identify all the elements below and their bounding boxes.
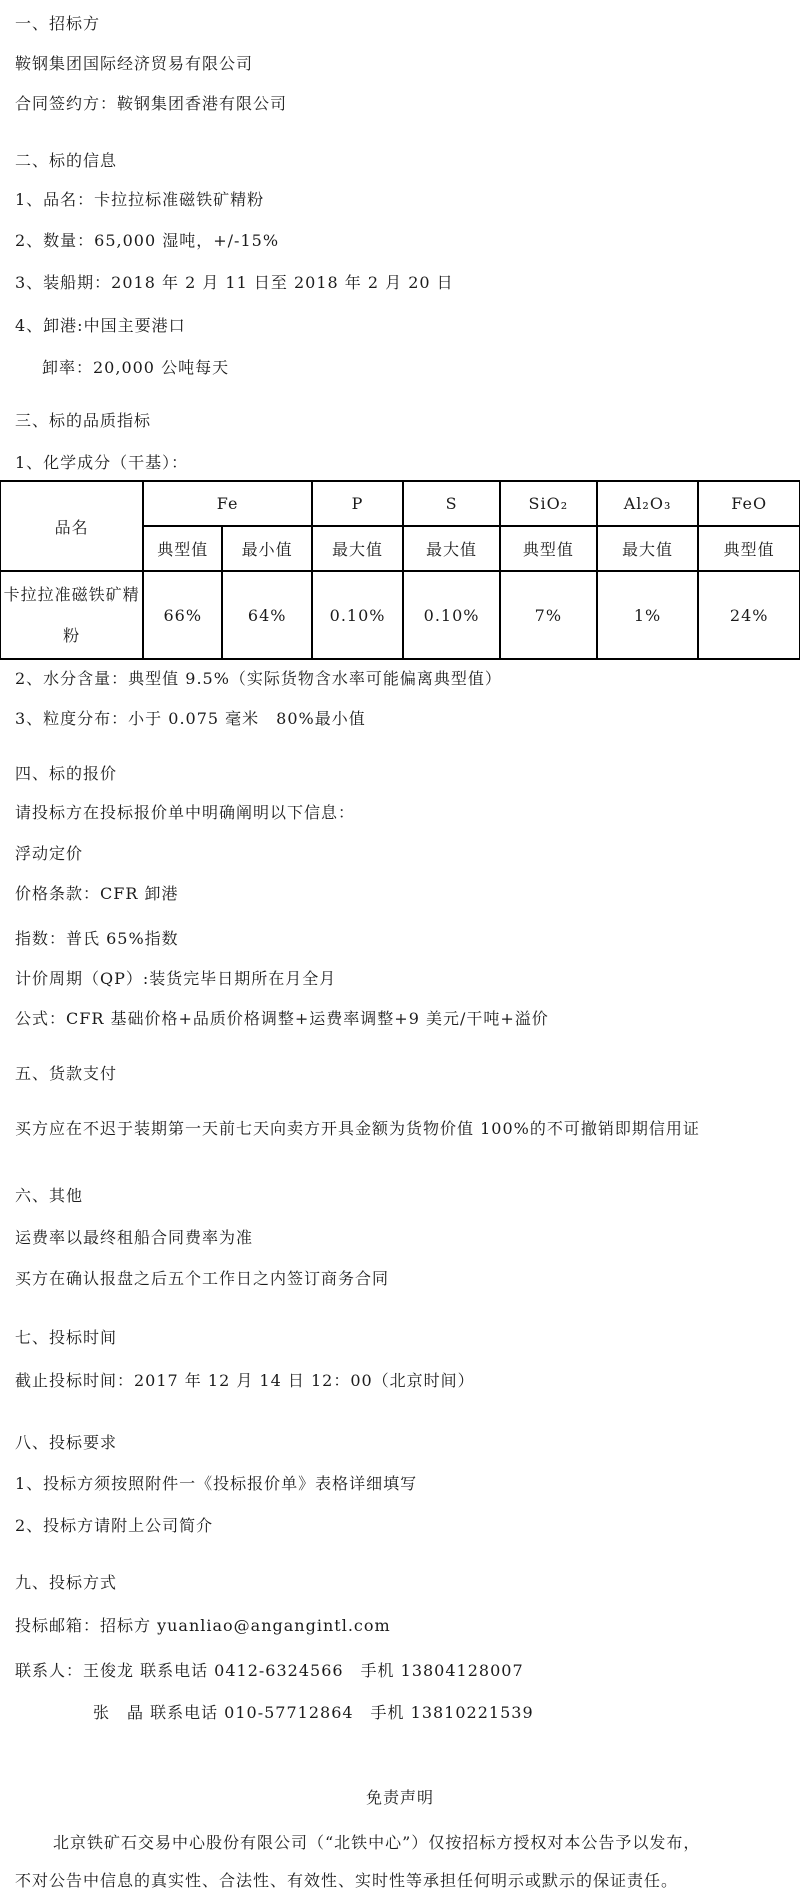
value-feo-typical: 24% <box>698 571 800 659</box>
sub-header-fe-min: 最小值 <box>222 526 312 571</box>
heading-bid-requirements: 八、投标要求 <box>15 1433 118 1452</box>
heading-bid-method: 九、投标方式 <box>15 1573 118 1592</box>
quotation-instruction: 请投标方在投标报价单中明确阐明以下信息： <box>15 803 356 822</box>
heading-tenderer: 一、招标方 <box>15 14 101 33</box>
sub-header-fe-typical: 典型值 <box>143 526 222 571</box>
heading-subject-info: 二、标的信息 <box>15 151 118 170</box>
contact-line-1: 联系人：王俊龙 联系电话 0412-6324566 手机 13804128007 <box>15 1661 524 1680</box>
bid-requirement-2: 2、投标方请附上公司简介 <box>15 1516 214 1535</box>
contact-line-2: 张 晶 联系电话 010-57712864 手机 13810221539 <box>93 1703 534 1722</box>
tenderer-name: 鞍钢集团国际经济贸易有限公司 <box>15 54 254 73</box>
disclaimer-line-1: 北京铁矿石交易中心股份有限公司（“北铁中心”）仅按招标方授权对本公告予以发布， <box>53 1833 701 1852</box>
chemical-composition-table <box>0 480 800 660</box>
value-p-max: 0.10% <box>312 571 403 659</box>
sub-header-feo-typical: 典型值 <box>698 526 800 571</box>
sub-header-s-max: 最大值 <box>403 526 500 571</box>
payment-terms-line: 买方应在不迟于装期第一天前七天向卖方开具金额为货物价值 100%的不可撤销即期信用证 <box>15 1119 700 1138</box>
discharge-port-line: 4、卸港:中国主要港口 <box>15 316 186 335</box>
value-sio2-typical: 7% <box>500 571 597 659</box>
value-s-max: 0.10% <box>403 571 500 659</box>
bid-deadline-line: 截止投标时间：2017 年 12 月 14 日 12：00（北京时间） <box>15 1371 475 1390</box>
price-formula-line: 公式：CFR 基础价格+品质价格调整+运费率调整+9 美元/干吨+溢价 <box>15 1009 549 1028</box>
moisture-content-line: 2、水分含量：典型值 9.5%（实际货物含水率可能偏离典型值） <box>15 669 502 688</box>
qp-period-line: 计价周期（QP）:装货完毕日期所在月全月 <box>15 969 337 988</box>
col-header-p: P <box>312 481 403 526</box>
col-header-fe: Fe <box>143 481 312 526</box>
price-terms-line: 价格条款：CFR 卸港 <box>15 884 179 903</box>
particle-size-line: 3、粒度分布：小于 0.075 毫米 80%最小值 <box>15 709 366 728</box>
heading-payment: 五、货款支付 <box>15 1064 118 1083</box>
quantity-line: 2、数量：65,000 湿吨，+/-15% <box>15 231 280 250</box>
disclaimer-title: 免责声明 <box>365 1788 434 1807</box>
heading-quality: 三、标的品质指标 <box>15 411 152 430</box>
contract-signing-note: 买方在确认报盘之后五个工作日之内签订商务合同 <box>15 1269 390 1288</box>
col-header-s: S <box>403 481 500 526</box>
disclaimer-line-2: 不对公告中信息的真实性、合法性、有效性、实时性等承担任何明示或默示的保证责任。 <box>15 1871 679 1890</box>
value-fe-typical: 66% <box>143 571 222 659</box>
col-header-feo: FeO <box>698 481 800 526</box>
bid-email-line: 投标邮箱：招标方 yuanliao@angangintl.com <box>15 1616 391 1635</box>
value-fe-min: 64% <box>222 571 312 659</box>
sub-header-al2o3-max: 最大值 <box>597 526 699 571</box>
heading-bid-time: 七、投标时间 <box>15 1328 118 1347</box>
discharge-rate-line: 卸率：20,000 公吨每天 <box>42 358 230 377</box>
product-name-line: 1、品名：卡拉拉标准磁铁矿精粉 <box>15 190 265 209</box>
col-header-sio2: SiO₂ <box>500 481 597 526</box>
heading-others: 六、其他 <box>15 1186 84 1205</box>
shipment-period-line: 3、装船期：2018 年 2 月 11 日至 2018 年 2 月 20 日 <box>15 273 454 292</box>
chemical-composition-label: 1、化学成分（干基）： <box>15 453 189 472</box>
floating-price-line: 浮动定价 <box>15 844 84 863</box>
table-row-product-name: 卡拉拉准磁铁矿精粉 <box>0 571 143 659</box>
index-line: 指数：普氏 65%指数 <box>15 929 179 948</box>
value-al2o3-max: 1% <box>597 571 699 659</box>
sub-header-p-max: 最大值 <box>312 526 403 571</box>
heading-quotation: 四、标的报价 <box>15 764 118 783</box>
col-header-al2o3: Al₂O₃ <box>597 481 699 526</box>
bid-requirement-1: 1、投标方须按照附件一《投标报价单》表格详细填写 <box>15 1474 418 1493</box>
freight-rate-note: 运费率以最终租船合同费率为准 <box>15 1228 254 1247</box>
contract-signer: 合同签约方：鞍钢集团香港有限公司 <box>15 94 288 113</box>
table-corner-product-name-header: 品名 <box>0 481 143 571</box>
sub-header-sio2-typical: 典型值 <box>500 526 597 571</box>
